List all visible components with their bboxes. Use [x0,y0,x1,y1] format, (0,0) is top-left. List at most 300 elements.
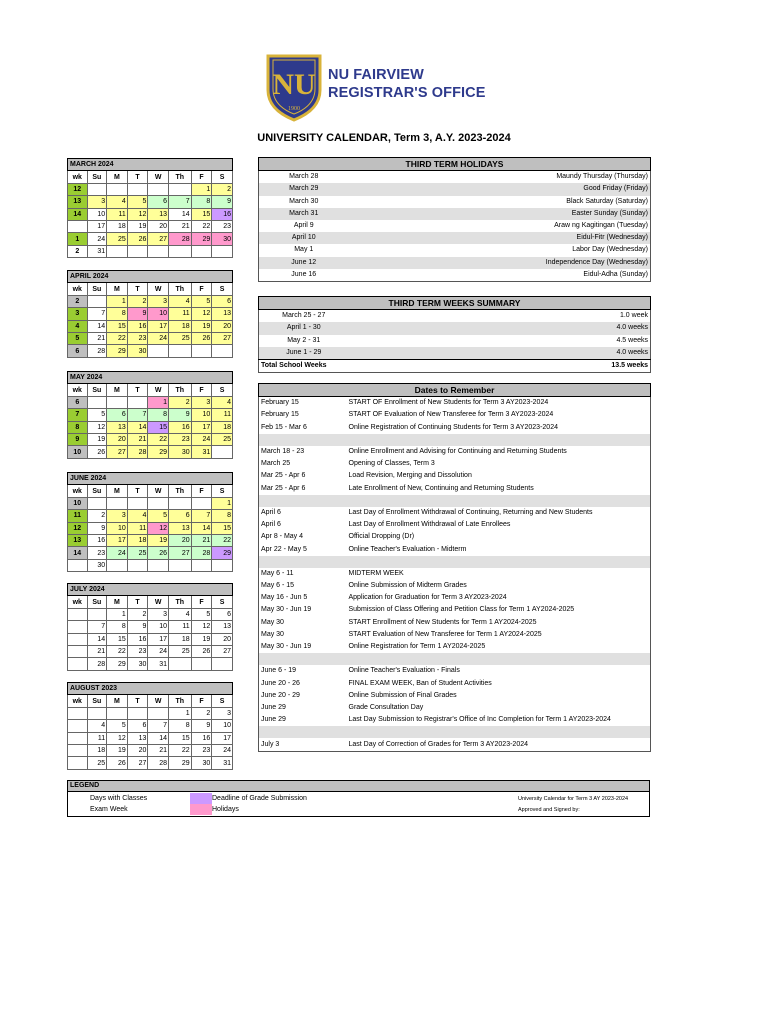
legend-label: Holidays [212,806,239,813]
week-number: 7 [68,409,88,421]
holiday-date: March 29 [259,183,349,195]
day-header: Su [87,695,107,707]
day-cell: 17 [148,320,169,332]
week-number: 14 [68,208,88,220]
day-cell: 30 [127,658,148,670]
week-count: 4.0 weeks [349,347,651,360]
day-cell: 29 [191,233,212,245]
event-description [347,495,651,507]
week-range: April 1 - 30 [259,322,349,334]
holiday-name: Labor Day (Wednesday) [572,246,648,254]
event-description: Online Submission of Final Grades [348,691,457,699]
day-header: T [127,171,148,183]
day-cell: 15 [212,522,233,534]
event-date [259,556,347,568]
day-cell: 10 [191,409,212,421]
day-cell: 16 [212,208,233,220]
day-cell [212,345,233,357]
day-header: wk [68,283,88,295]
event-description: Online Teacher's Evaluation - Midterm [348,545,467,553]
day-cell: 28 [127,446,148,458]
event-date: April 6 [261,521,281,529]
event-description: Online Submission of Midterm Grades [348,582,467,590]
week-number: 6 [68,345,88,357]
day-cell: 26 [191,332,212,344]
day-header: S [212,283,233,295]
day-header: M [107,695,128,707]
day-cell: 21 [87,645,107,657]
day-cell [148,707,169,719]
holiday-date: March 30 [289,197,319,205]
day-header: T [127,485,148,497]
day-cell: 15 [107,320,128,332]
day-cell: 14 [87,633,107,645]
day-cell [107,559,128,571]
week-number: 3 [68,308,88,320]
week-count: 4.5 weeks [616,336,648,344]
event-date: Mar 25 - Apr 6 [261,472,306,480]
day-cell: 8 [107,308,128,320]
month-name: JUNE 2024 [68,473,233,485]
week-number: 5 [68,332,88,344]
week-number [68,559,88,571]
day-header: Th [168,596,191,608]
month-name: MAY 2024 [68,372,233,384]
day-cell: 23 [168,433,191,445]
day-cell: 22 [212,534,233,546]
day-cell [168,245,191,257]
day-cell: 27 [212,332,233,344]
holiday-name: Black Saturday (Saturday) [566,197,648,205]
week-number [68,744,88,756]
day-cell [127,707,148,719]
event-date [259,434,347,446]
day-cell [168,658,191,670]
day-cell: 7 [87,308,107,320]
week-number [68,621,88,633]
event-date [259,495,347,507]
day-cell: 27 [127,757,148,769]
month-table-june [67,472,233,572]
week-number: 2 [68,295,88,307]
day-cell: 5 [87,409,107,421]
event-description: Last Day of Correction of Grades for Term 3 AY2023-2024 [348,740,529,748]
event-description: START OF Evaluation of New Transferee for Term 3 AY2023-2024 [348,411,554,419]
day-cell: 12 [127,208,148,220]
day-cell: 13 [127,732,148,744]
day-cell: 26 [127,233,148,245]
legend-label: Exam Week [90,806,128,813]
day-cell: 12 [148,522,169,534]
day-cell: 4 [168,295,191,307]
event-description: Online Enrollment and Advising for Continuing and Returning Students [348,448,567,456]
day-cell [87,707,107,719]
day-cell: 2 [127,608,148,620]
day-cell: 19 [191,320,212,332]
day-header: S [212,695,233,707]
week-number [68,220,88,232]
day-cell: 31 [212,757,233,769]
day-header: F [191,485,212,497]
event-description: Submission of Class Offering and Petition Class for Term 1 AY2024-2025 [348,606,575,614]
day-cell: 26 [87,446,107,458]
week-number [68,720,88,732]
day-cell: 9 [87,522,107,534]
day-header: F [191,384,212,396]
legend-note-calendar: University Calendar for Term 3 AY 2023-2024 [518,796,629,802]
day-cell: 4 [127,510,148,522]
legend-item-deadline-grade-submission [190,793,350,804]
day-cell: 7 [148,720,169,732]
event-date: May 16 - Jun 5 [261,594,308,602]
event-description: Last Day of Enrollment Withdrawal of Continuing, Returning and New Students [348,508,593,516]
day-cell: 28 [148,757,169,769]
day-cell: 23 [87,547,107,559]
day-cell: 10 [148,308,169,320]
day-cell: 10 [87,208,107,220]
day-cell: 22 [107,332,128,344]
event-description: Last Day of Enrollment Withdrawal of Late Enrollees [348,521,511,529]
svg-text:NU: NU [272,68,316,101]
week-number [68,658,88,670]
month-table-april [67,270,233,358]
day-cell: 25 [87,757,107,769]
day-cell: 22 [168,744,191,756]
day-header: W [148,384,169,396]
day-header: F [191,695,212,707]
day-cell: 31 [191,446,212,458]
event-date [259,653,347,665]
day-cell: 2 [191,707,212,719]
day-cell: 11 [168,621,191,633]
day-cell [191,497,212,509]
day-cell: 1 [191,183,212,195]
legend-item-exam-week [68,804,170,815]
event-date: May 30 [261,630,284,638]
day-header: M [107,283,128,295]
day-header: Th [168,485,191,497]
event-date: May 6 - 11 [261,569,294,577]
day-cell: 30 [191,757,212,769]
day-cell [127,396,148,408]
day-cell: 10 [107,522,128,534]
day-cell: 16 [191,732,212,744]
day-cell: 10 [212,720,233,732]
day-cell: 21 [127,433,148,445]
event-date: June 20 - 26 [261,679,300,687]
event-date: May 30 [261,618,284,626]
day-cell: 18 [107,220,128,232]
day-cell: 26 [107,757,128,769]
day-cell: 3 [212,707,233,719]
week-number: 6 [68,396,88,408]
day-cell: 5 [191,608,212,620]
day-cell: 11 [212,409,233,421]
day-cell: 15 [148,421,169,433]
week-count: 1.0 week [619,312,648,320]
day-cell: 5 [191,295,212,307]
day-cell: 28 [87,345,107,357]
day-cell: 9 [191,720,212,732]
day-cell: 24 [212,744,233,756]
day-cell [148,245,169,257]
day-cell [212,245,233,257]
day-cell: 23 [191,744,212,756]
event-description: MIDTERM WEEK [348,569,404,577]
day-cell: 5 [127,196,148,208]
event-date: Apr 8 - May 4 [261,533,304,541]
legend-note-approved: Approved and Signed by: [518,807,580,813]
day-cell [148,345,169,357]
day-cell: 28 [87,658,107,670]
day-cell [168,345,191,357]
day-cell: 21 [168,220,191,232]
day-cell: 15 [191,208,212,220]
day-cell: 5 [107,720,128,732]
day-cell: 7 [127,409,148,421]
day-cell [212,559,233,571]
day-cell: 4 [168,608,191,620]
day-cell: 31 [87,245,107,257]
logo-year: 1900 [288,106,300,112]
day-cell: 21 [87,332,107,344]
day-header: wk [68,695,88,707]
day-cell: 23 [127,645,148,657]
day-cell: 19 [148,534,169,546]
event-date: July 3 [261,740,280,748]
legend-label: Days with Classes [90,795,148,802]
holiday-name: Independence Day (Wednesday) [349,257,651,269]
day-cell: 2 [212,183,233,195]
dates-to-remember-table [258,383,651,752]
week-number: 14 [68,547,88,559]
day-header: Su [87,283,107,295]
week-number: 1 [68,233,88,245]
day-cell: 11 [168,308,191,320]
day-cell: 25 [168,332,191,344]
day-cell: 12 [107,732,128,744]
day-cell: 4 [212,396,233,408]
day-cell: 6 [212,295,233,307]
day-cell: 8 [148,409,169,421]
week-number: 11 [68,510,88,522]
day-header: W [148,695,169,707]
holiday-name: Maundy Thursday (Thursday) [556,173,648,181]
day-cell: 14 [168,208,191,220]
event-description: Grade Consultation Day [348,703,424,711]
event-date: Feb 15 - Mar 6 [261,423,307,431]
day-cell: 13 [168,522,191,534]
event-description [347,653,651,665]
event-date: June 29 [261,716,286,724]
event-date: Apr 22 - May 5 [261,545,307,553]
day-cell: 21 [148,744,169,756]
day-cell [87,497,107,509]
week-number: 8 [68,421,88,433]
day-cell: 6 [212,608,233,620]
day-header: W [148,171,169,183]
week-number [68,608,88,620]
day-cell: 20 [212,633,233,645]
month-table-may [67,371,233,459]
holiday-date: May 1 [294,246,314,254]
week-number: 9 [68,433,88,445]
day-cell: 7 [168,196,191,208]
month-table-march [67,158,233,258]
weeks-summary-table [258,296,651,373]
day-cell: 24 [148,332,169,344]
day-cell: 20 [127,744,148,756]
event-description: Application for Graduation for Term 3 AY2023-2024 [348,594,507,602]
day-cell: 29 [107,658,128,670]
event-date: Mar 25 - Apr 6 [261,484,306,492]
holiday-name: Good Friday (Friday) [349,183,651,195]
day-cell: 24 [191,433,212,445]
day-cell [107,245,128,257]
day-cell: 30 [127,345,148,357]
day-header: wk [68,384,88,396]
holiday-date: June 12 [259,257,349,269]
day-cell [87,183,107,195]
day-cell: 8 [212,510,233,522]
event-description: FINAL EXAM WEEK, Ban of Student Activities [348,679,492,687]
day-cell: 22 [148,433,169,445]
document-title: UNIVERSITY CALENDAR, Term 3, A.Y. 2023-2024 [257,132,511,144]
day-cell [107,183,128,195]
day-cell: 27 [212,645,233,657]
day-cell: 16 [127,633,148,645]
week-number [68,732,88,744]
day-cell: 1 [107,608,128,620]
day-cell [191,245,212,257]
holiday-date: March 31 [259,208,349,220]
day-cell: 6 [148,196,169,208]
holiday-date: April 10 [259,232,349,244]
day-cell: 30 [168,446,191,458]
week-number: 13 [68,196,88,208]
day-header: M [107,485,128,497]
event-date: June 6 - 19 [261,667,297,675]
day-cell: 13 [212,308,233,320]
day-cell: 18 [127,534,148,546]
day-cell: 18 [212,421,233,433]
dates-header: Dates to Remember [259,384,651,397]
week-number: 12 [68,183,88,195]
day-cell: 16 [87,534,107,546]
event-description: Online Teacher's Evaluation - Finals [348,667,460,675]
day-cell: 2 [87,510,107,522]
holiday-name: Eidul-Fitr (Wednesday) [349,232,651,244]
day-cell: 15 [168,732,191,744]
day-cell: 24 [87,233,107,245]
day-cell [107,707,128,719]
day-cell: 24 [148,645,169,657]
event-date: February 15 [261,399,299,407]
day-cell: 13 [148,208,169,220]
day-cell: 1 [148,396,169,408]
day-cell [191,658,212,670]
day-cell: 9 [212,196,233,208]
day-cell [127,245,148,257]
day-cell: 27 [168,547,191,559]
week-number: 10 [68,497,88,509]
event-description: Official Dropping (Dr) [348,533,415,541]
office-brand [328,66,486,102]
day-cell: 7 [191,510,212,522]
day-cell [168,559,191,571]
day-cell: 30 [87,559,107,571]
legend-item-days-with-classes [68,793,170,804]
day-cell: 3 [148,295,169,307]
event-date: June 29 [261,703,286,711]
day-cell: 3 [148,608,169,620]
day-cell [148,497,169,509]
legend-title: LEGEND [68,781,649,792]
day-header: S [212,485,233,497]
event-date: May 6 - 15 [261,582,295,590]
month-table-august [67,682,233,770]
day-cell: 28 [168,233,191,245]
holiday-date: April 9 [293,222,314,230]
event-description: START Enrollment of New Students for Term 1 AY2024-2025 [348,618,537,626]
day-cell: 3 [191,396,212,408]
day-cell: 26 [191,645,212,657]
day-cell: 6 [168,510,191,522]
day-cell: 25 [107,233,128,245]
holiday-date: March 28 [289,173,319,181]
day-header: Su [87,384,107,396]
day-cell: 9 [127,621,148,633]
day-cell: 29 [168,757,191,769]
weeks-header: THIRD TERM WEEKS SUMMARY [259,297,651,310]
month-table-july [67,583,233,671]
day-header: T [127,283,148,295]
week-number: 10 [68,446,88,458]
day-cell: 14 [127,421,148,433]
day-cell: 23 [212,220,233,232]
day-cell: 27 [148,233,169,245]
day-cell: 25 [212,433,233,445]
day-header: Th [168,283,191,295]
day-cell [148,183,169,195]
event-description [347,556,651,568]
week-number: 2 [68,245,88,257]
day-header: Th [168,384,191,396]
day-cell: 11 [87,732,107,744]
day-header: S [212,596,233,608]
day-cell: 31 [148,658,169,670]
event-date [259,726,347,738]
day-cell: 17 [191,421,212,433]
day-header: wk [68,485,88,497]
event-description [347,434,651,446]
day-cell: 30 [212,233,233,245]
day-cell: 3 [107,510,128,522]
day-header: wk [68,596,88,608]
day-cell: 19 [87,433,107,445]
day-cell [87,295,107,307]
day-cell: 3 [87,196,107,208]
day-cell: 21 [191,534,212,546]
week-count: 4.0 weeks [349,322,651,334]
day-cell: 4 [87,720,107,732]
day-cell: 1 [212,497,233,509]
day-cell: 29 [148,446,169,458]
day-cell: 28 [191,547,212,559]
day-cell: 18 [168,633,191,645]
total-weeks-label: Total School Weeks [259,359,349,372]
day-header: M [107,384,128,396]
